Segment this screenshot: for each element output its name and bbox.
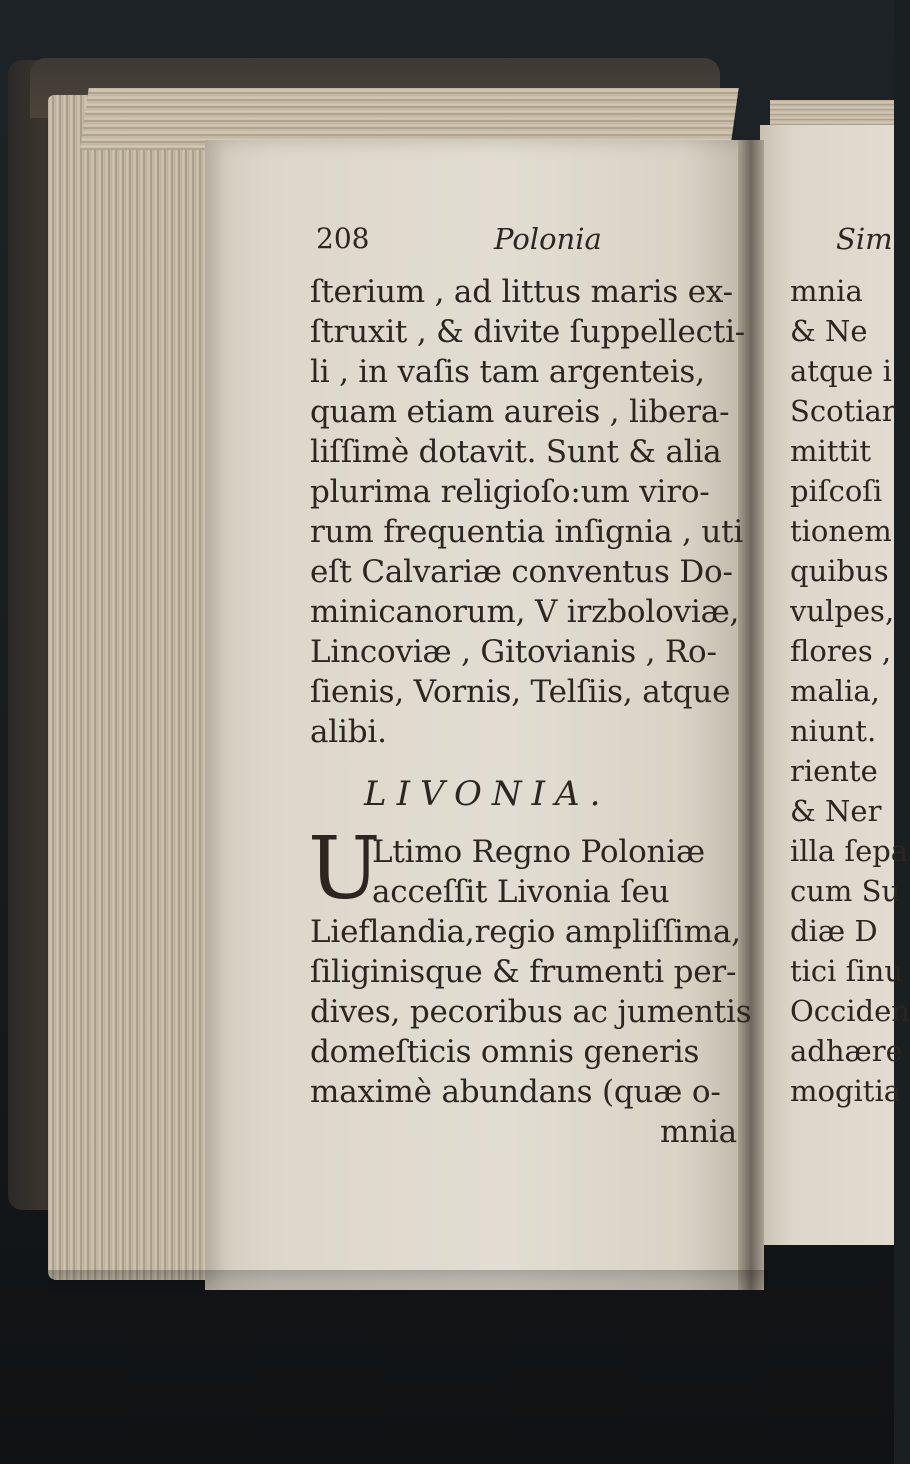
right-text-line: mittit	[790, 434, 872, 468]
right-text-line: malia,	[790, 674, 880, 708]
right-text-line: Scotiar	[790, 394, 896, 428]
text-line: plurima religioſo:um viro-	[310, 474, 710, 510]
right-text-line: illa ſepa	[790, 834, 909, 868]
right-text-line: & Ne	[790, 314, 868, 348]
text-line: ſiliginisque & frumenti per-	[310, 954, 737, 990]
text-line: ſtruxit , & divite ſuppellecti-	[310, 314, 746, 350]
right-text-line: niunt.	[790, 714, 877, 748]
text-line: maximè abundans (quæ o-	[310, 1074, 721, 1110]
text-line: quam etiam aureis , libera-	[310, 394, 730, 430]
text-line: minicanorum, V irzboloviæ,	[310, 594, 740, 630]
text-line: Ltimo Regno Poloniæ	[372, 834, 705, 870]
page-header	[310, 222, 738, 268]
right-text-line: adhære	[790, 1034, 903, 1068]
text-line: Lieflandia,regio ampliſſima,	[310, 914, 741, 950]
right-text-line: vulpes,	[790, 594, 895, 628]
text-line: ſterium , ad littus maris ex-	[310, 274, 733, 310]
right-text-line: & Ner	[790, 794, 882, 828]
text-line: Lincoviæ , Gitovianis , Ro-	[310, 634, 717, 670]
text-line: dives, pecoribus ac jumentis	[310, 994, 752, 1030]
text-line: alibi.	[310, 714, 387, 750]
catchword: mnia	[660, 1114, 737, 1150]
text-line: li , in vaſis tam argenteis,	[310, 354, 705, 390]
right-running-head: Sim	[836, 222, 893, 256]
running-head: Polonia	[494, 222, 602, 256]
right-text-line: Occiden	[790, 994, 910, 1028]
right-text-line: mogitia	[790, 1074, 902, 1108]
text-line: acceſſit Livonia ſeu	[372, 874, 670, 910]
right-text-line: mnia	[790, 274, 863, 308]
right-text-line: diæ D	[790, 914, 878, 948]
text-line: eſt Calvariæ conventus Do-	[310, 554, 733, 590]
text-line: domeſticis omnis generis	[310, 1034, 700, 1070]
right-text-line: piſcoſi	[790, 474, 883, 508]
page-bottom-shadow	[48, 1270, 768, 1300]
right-text-line: atque i	[790, 354, 892, 388]
right-text-line: flores ,	[790, 634, 892, 668]
right-text-line: quibus	[790, 554, 889, 588]
right-text-line: riente	[790, 754, 878, 788]
text-line: ſienis, Vornis, Telſiis, atque	[310, 674, 731, 710]
book-gutter	[738, 140, 764, 1290]
right-text-line: cum Su	[790, 874, 901, 908]
right-text-line: tionem	[790, 514, 892, 548]
left-page-text	[308, 222, 752, 1150]
text-line: liſſimè dotavit. Sunt & alia	[310, 434, 722, 470]
section-title: LIVONIA.	[364, 774, 611, 814]
page-stack-edge	[48, 95, 223, 1280]
drop-cap: U	[308, 819, 381, 919]
page-number: 208	[316, 222, 370, 255]
text-line: rum frequentia inſignia , uti	[310, 514, 744, 550]
right-text-line: tici ſinu	[790, 954, 904, 988]
